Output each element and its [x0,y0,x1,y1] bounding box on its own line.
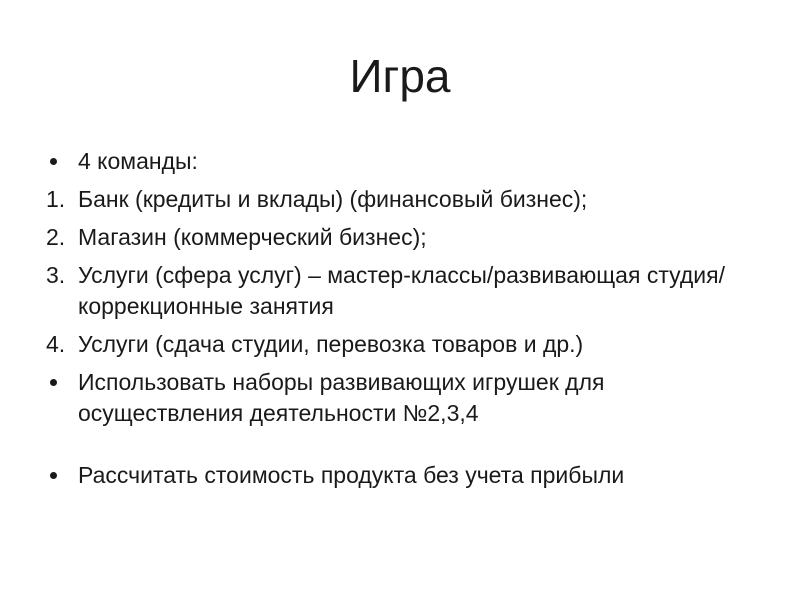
list-item-text: Банк (кредиты и вклады) (финансовый бизнес); [78,186,588,212]
list-number: 1. [46,186,66,212]
list-item-text: Рассчитать стоимость продукта без учета прибыли [78,462,625,488]
list-item [46,146,766,177]
list-item-text: Услуги (сфера услуг) – мастер-классы/развивающая студия/коррекционные занятия [78,262,725,319]
list-item-text: Магазин (коммерческий бизнес); [78,224,427,250]
list-item [46,184,766,215]
list-item-text: 4 команды: [78,148,198,174]
slide-title: Игра [349,50,451,102]
list-item [46,222,766,253]
list-item [46,260,766,322]
list-number: 3. [46,262,66,288]
bullet-icon [50,367,80,398]
list-item [46,367,766,429]
list-number: 2. [46,224,66,250]
list-item [46,329,766,360]
bullet-icon [50,146,80,177]
slide-content [46,146,766,498]
list-item-text: Услуги (сдача студии, перевозка товаров и др.) [78,331,584,357]
list-item-text: Использовать наборы развивающих игрушек для осуществления деятельности №2,3,4 [78,369,605,426]
list-item [46,460,766,491]
bullet-icon [50,460,80,491]
list-number: 4. [46,331,66,357]
